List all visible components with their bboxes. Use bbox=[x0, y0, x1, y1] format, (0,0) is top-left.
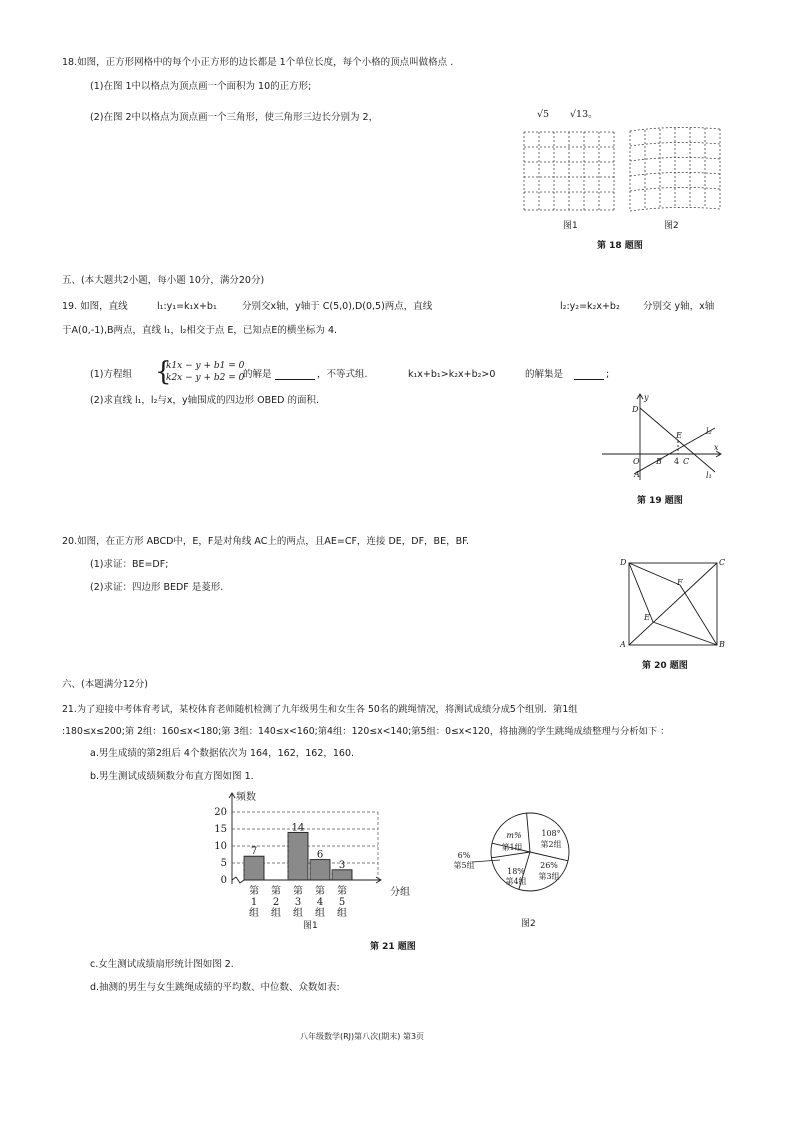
q20-label-D: D bbox=[620, 558, 627, 567]
q20-label-A: A bbox=[620, 640, 626, 649]
q18-grid-figure1 bbox=[522, 130, 617, 215]
histogram-data-label: 7 bbox=[250, 846, 258, 858]
q18-stem: 18.如图，正方形网格中的每个小正方形的边长都是 1个单位长度，每个小格的顶点叫做格点 . bbox=[62, 57, 454, 68]
q19-coordinate-figure bbox=[600, 390, 725, 485]
q19-label-y: y bbox=[644, 393, 649, 402]
q19-label-E: E bbox=[676, 431, 682, 440]
q19-line1-b: 分别交x轴，y轴于 C(5,0),D(0,5)两点，直线 bbox=[242, 301, 433, 312]
histogram-data-label: 6 bbox=[316, 849, 324, 861]
q19-label-O: O bbox=[633, 457, 640, 466]
q19-label-4: 4 bbox=[674, 457, 680, 466]
pie-slice2-label: 第2组 bbox=[540, 840, 562, 849]
pie-slice5-label: 第5组 bbox=[453, 861, 475, 870]
q19-line1-c: 分别交 y轴，x轴 bbox=[643, 301, 715, 312]
q19-caption: 第 19 题图 bbox=[637, 496, 683, 506]
pie-slice4-percent: 18% bbox=[507, 867, 525, 876]
q18-fig2-label: 图2 bbox=[664, 221, 679, 231]
histogram-bar bbox=[288, 832, 308, 880]
histogram-bar bbox=[332, 870, 352, 880]
page-footer: 八年级数学(RJ)第八次(期末) 第3页 bbox=[300, 1032, 425, 1041]
q19-label-D: D bbox=[632, 405, 639, 414]
q20-label-C: C bbox=[719, 558, 726, 567]
q21-item-d: d.抽测的男生与女生跳绳成绩的平均数、中位数、众数如表: bbox=[90, 982, 340, 993]
q19-label-l2: l₂ bbox=[706, 427, 712, 436]
histogram-ytick-label: 5 bbox=[220, 858, 227, 869]
q19-system-brace: { bbox=[155, 357, 172, 387]
section5-heading: 五、(本大题共2小题，每小题 10分，满分20分) bbox=[62, 275, 265, 286]
histogram-category-label: 1 bbox=[250, 897, 258, 908]
q19-l2-equation: l₂:y₂=k₂x+b₂ bbox=[560, 301, 620, 312]
histogram-category-label: 第 bbox=[315, 886, 325, 897]
q21-line2: :180≤x≤200;第 2组：160≤x<180;第 3组：140≤x<160;第4组：120≤x<140;第5组：0≤x<120，将抽测的学生跳绳成绩整理与分析如下 ： bbox=[62, 726, 670, 737]
histogram-xlabel: 分组 bbox=[390, 887, 410, 898]
q21-line1: 21.为了迎接中考体育考试，某校体育老师随机检测了九年级男生和女生各 50名的跳绳情况，将测试成绩分成5个组别．第1组 bbox=[62, 704, 578, 715]
q19-part1-e: ; bbox=[606, 369, 610, 380]
histogram-category-label: 2 bbox=[272, 897, 280, 908]
q20-label-B: B bbox=[719, 640, 725, 649]
q21-histogram-chart bbox=[200, 790, 420, 930]
q19-label-C: C bbox=[683, 457, 690, 466]
histogram-ylabel: 频数 bbox=[236, 792, 256, 803]
q19-answer-blank-2[interactable] bbox=[574, 379, 604, 380]
histogram-category-label: 组 bbox=[337, 908, 347, 919]
q19-line2: 于A(0,-1),B两点，直线 l₁，l₂相交于点 E，已知点E的横坐标为 4. bbox=[62, 325, 338, 336]
q19-part1-a: (1)方程组 bbox=[90, 369, 132, 380]
histogram-category-label: 组 bbox=[249, 908, 259, 919]
q19-label-A: A bbox=[634, 470, 640, 479]
q19-part2: (2)求直线 l₁，l₂与x，y轴围成的四边形 OBED 的面积. bbox=[90, 395, 319, 406]
q19-label-l1: l₁ bbox=[706, 471, 712, 480]
q21-item-c: c.女生测试成绩扇形统计图如图 2. bbox=[90, 959, 234, 970]
q19-part1-b: 的解是 bbox=[243, 369, 272, 380]
q19-answer-blank-1[interactable] bbox=[275, 379, 315, 380]
histogram-data-label: 14 bbox=[291, 822, 305, 834]
q18-fig1-label: 图1 bbox=[563, 221, 578, 231]
q19-label-x: x bbox=[714, 443, 719, 452]
q19-system-eq1: k1x − y + b1 = 0 bbox=[166, 361, 245, 371]
pie-slice1-label: 第1组 bbox=[501, 843, 523, 852]
section6-heading: 六、(本题满分12分) bbox=[62, 679, 149, 690]
q19-label-B: B bbox=[656, 457, 662, 466]
q18-caption: 第 18 题图 bbox=[597, 241, 643, 251]
q18-root13: √13。 bbox=[570, 109, 598, 120]
q20-label-E: E bbox=[644, 613, 650, 622]
q19-line1-a: 19. 如图，直线 bbox=[62, 301, 128, 312]
pie-slice3-label: 第3组 bbox=[538, 872, 560, 881]
q21-fig1-label: 图1 bbox=[303, 921, 318, 931]
pie-slice1-percent: m% bbox=[506, 831, 522, 840]
histogram-bar bbox=[244, 856, 264, 880]
q18-root5: √5 bbox=[537, 109, 550, 120]
histogram-category-label: 组 bbox=[315, 908, 325, 919]
histogram-category-label: 第 bbox=[249, 886, 259, 897]
q20-stem: 20.如图，在正方形 ABCD中，E，F是对角线 AC上的两点，且AE=CF，连接 DE，DF，BE，BF. bbox=[62, 536, 470, 547]
pie-slice5-percent: 6% bbox=[457, 851, 471, 860]
q19-part1-d: 的解集是 bbox=[525, 369, 564, 380]
q21-item-b: b.男生测试成绩频数分布直方图如图 1. bbox=[90, 771, 254, 782]
histogram-ytick-label: 15 bbox=[214, 824, 227, 835]
q21-pie-chart bbox=[450, 810, 570, 900]
q20-caption: 第 20 题图 bbox=[642, 661, 688, 671]
q20-label-F: F bbox=[677, 578, 683, 587]
histogram-bar bbox=[310, 860, 330, 880]
q20-part2: (2)求证：四边形 BEDF 是菱形. bbox=[90, 582, 224, 593]
histogram-ytick-label: 10 bbox=[214, 841, 227, 852]
histogram-category-label: 第 bbox=[337, 886, 347, 897]
histogram-category-label: 组 bbox=[293, 908, 303, 919]
histogram-category-label: 4 bbox=[316, 897, 324, 908]
q18-grid-figure2 bbox=[628, 125, 723, 217]
histogram-category-label: 组 bbox=[271, 908, 281, 919]
histogram-data-label: 3 bbox=[338, 859, 346, 871]
q19-inequality: k₁x+b₁>k₂x+b₂>0 bbox=[408, 369, 496, 380]
histogram-ytick-label: 0 bbox=[220, 875, 227, 886]
histogram-category-label: 5 bbox=[338, 897, 346, 908]
q18-part2: (2)在图 2中以格点为顶点画一个三角形，使三角形三边长分别为 2， bbox=[90, 112, 379, 123]
q21-item-a: a.男生成绩的第2组后 4个数据依次为 164，162，162，160. bbox=[90, 748, 355, 759]
pie-slice4-label: 第4组 bbox=[505, 877, 527, 886]
q20-square-figure bbox=[617, 555, 729, 650]
histogram-ytick-label: 20 bbox=[214, 807, 227, 818]
q18-part1: (1)在图 1中以格点为顶点画一个面积为 10的正方形; bbox=[90, 81, 312, 92]
q19-part1-c: ，不等式组. bbox=[317, 369, 368, 380]
q19-system-eq2: k2x − y + b2 = 0 bbox=[166, 373, 245, 383]
pie-slice2-angle: 108° bbox=[541, 829, 561, 838]
histogram-category-label: 3 bbox=[294, 897, 302, 908]
q21-fig2-label: 图2 bbox=[521, 919, 536, 929]
pie-slice3-percent: 26% bbox=[540, 861, 558, 870]
q19-l1-equation: l₁:y₁=k₁x+b₁ bbox=[157, 301, 217, 312]
q21-caption: 第 21 题图 bbox=[370, 942, 416, 952]
histogram-category-label: 第 bbox=[293, 886, 303, 897]
histogram-category-label: 第 bbox=[271, 886, 281, 897]
q20-part1: (1)求证：BE=DF; bbox=[90, 559, 169, 570]
